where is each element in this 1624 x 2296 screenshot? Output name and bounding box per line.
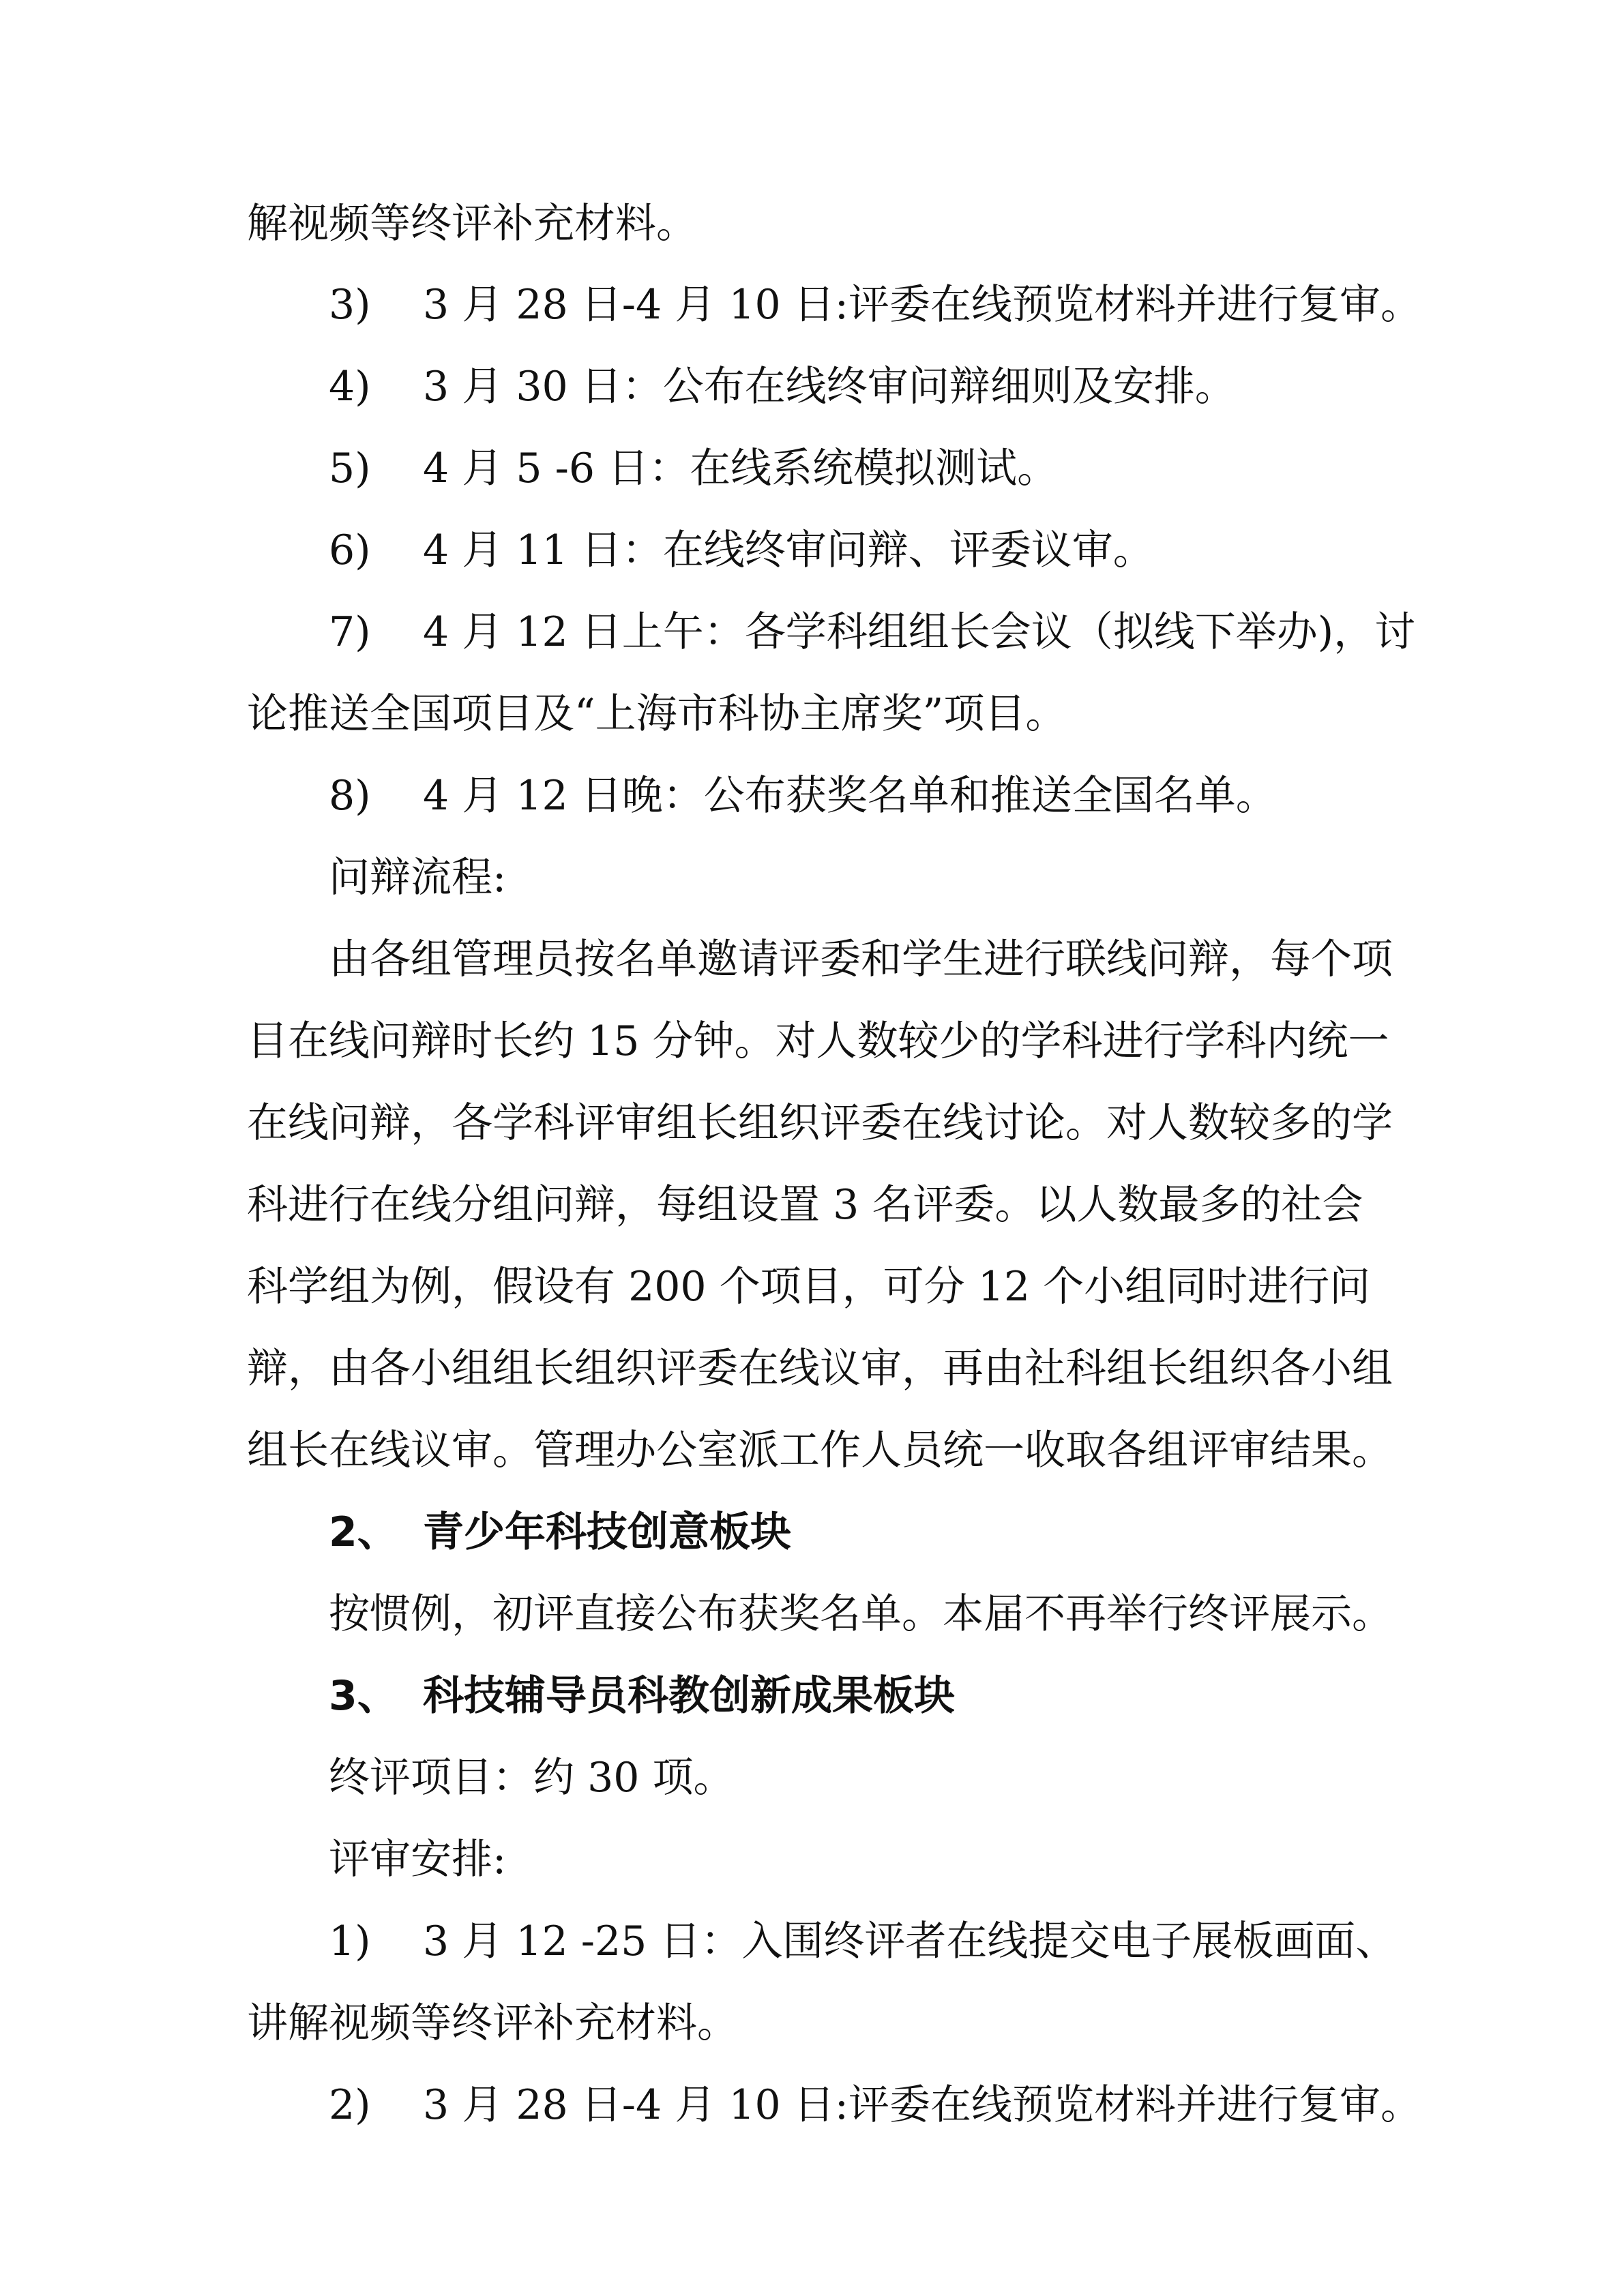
list-item: 3 月 30 日：公布在线终审问辩细则及安排。 bbox=[423, 363, 1236, 411]
list-number: 7) bbox=[329, 608, 371, 656]
list-number: 6) bbox=[329, 526, 371, 574]
process-line: 辩，由各小组组长组织评委在线议审，再由社科组长组织各小组 bbox=[247, 1345, 1393, 1392]
final-items-text: 终评项目：约 30 项。 bbox=[329, 1754, 735, 1802]
list-item-continuation: 讲解视频等终评补充材料。 bbox=[247, 1999, 738, 2047]
process-line: 目在线问辩时长约 15 分钟。对人数较少的学科进行学科内统一 bbox=[247, 1017, 1389, 1065]
process-line: 在线问辩，各学科评审组长组织评委在线讨论。对人数较多的学 bbox=[247, 1099, 1393, 1147]
section-number: 3、 bbox=[329, 1672, 398, 1720]
arrangement-heading: 评审安排: bbox=[329, 1836, 507, 1883]
list-item: 4 月 11 日：在线终审问辩、评委议审。 bbox=[423, 526, 1154, 574]
section-body: 按惯例，初评直接公布获奖名单。本届不再举行终评展示。 bbox=[329, 1590, 1393, 1638]
list-item: 3 月 28 日-4 月 10 日:评委在线预览材料并进行复审。 bbox=[423, 2081, 1421, 2129]
process-line: 由各组管理员按名单邀请评委和学生进行联线问辩，每个项 bbox=[329, 936, 1393, 983]
list-item: 4 月 12 日上午：各学科组组长会议（拟线下举办)，讨 bbox=[423, 608, 1416, 656]
section-number: 2、 bbox=[329, 1508, 398, 1556]
list-item: 4 月 5 -6 日：在线系统模拟测试。 bbox=[423, 445, 1059, 492]
list-number: 4) bbox=[329, 363, 371, 411]
list-number: 3) bbox=[329, 281, 371, 329]
process-heading: 问辩流程: bbox=[329, 854, 507, 901]
process-line: 科学组为例，假设有 200 个项目，可分 12 个小组同时进行问 bbox=[247, 1263, 1371, 1311]
list-item: 4 月 12 日晚：公布获奖名单和推送全国名单。 bbox=[423, 772, 1277, 820]
section-title: 科技辅导员科教创新成果板块 bbox=[423, 1672, 955, 1720]
section-title: 青少年科技创意板块 bbox=[423, 1508, 791, 1556]
list-item-continuation: 论推送全国项目及“上海市科协主席奖”项目。 bbox=[247, 690, 1067, 738]
list-number: 5) bbox=[329, 445, 371, 492]
process-line: 科进行在线分组问辩，每组设置 3 名评委。以人数最多的社会 bbox=[247, 1181, 1363, 1229]
list-number: 8) bbox=[329, 772, 371, 820]
list-item: 3 月 28 日-4 月 10 日:评委在线预览材料并进行复审。 bbox=[423, 281, 1421, 329]
list-number: 2) bbox=[329, 2081, 371, 2129]
continuation-line: 解视频等终评补充材料。 bbox=[247, 200, 697, 248]
list-number: 1) bbox=[329, 1918, 371, 1965]
process-line: 组长在线议审。管理办公室派工作人员统一收取各组评审结果。 bbox=[247, 1427, 1393, 1474]
list-item: 3 月 12 -25 日：入围终评者在线提交电子展板画面、 bbox=[423, 1918, 1397, 1965]
